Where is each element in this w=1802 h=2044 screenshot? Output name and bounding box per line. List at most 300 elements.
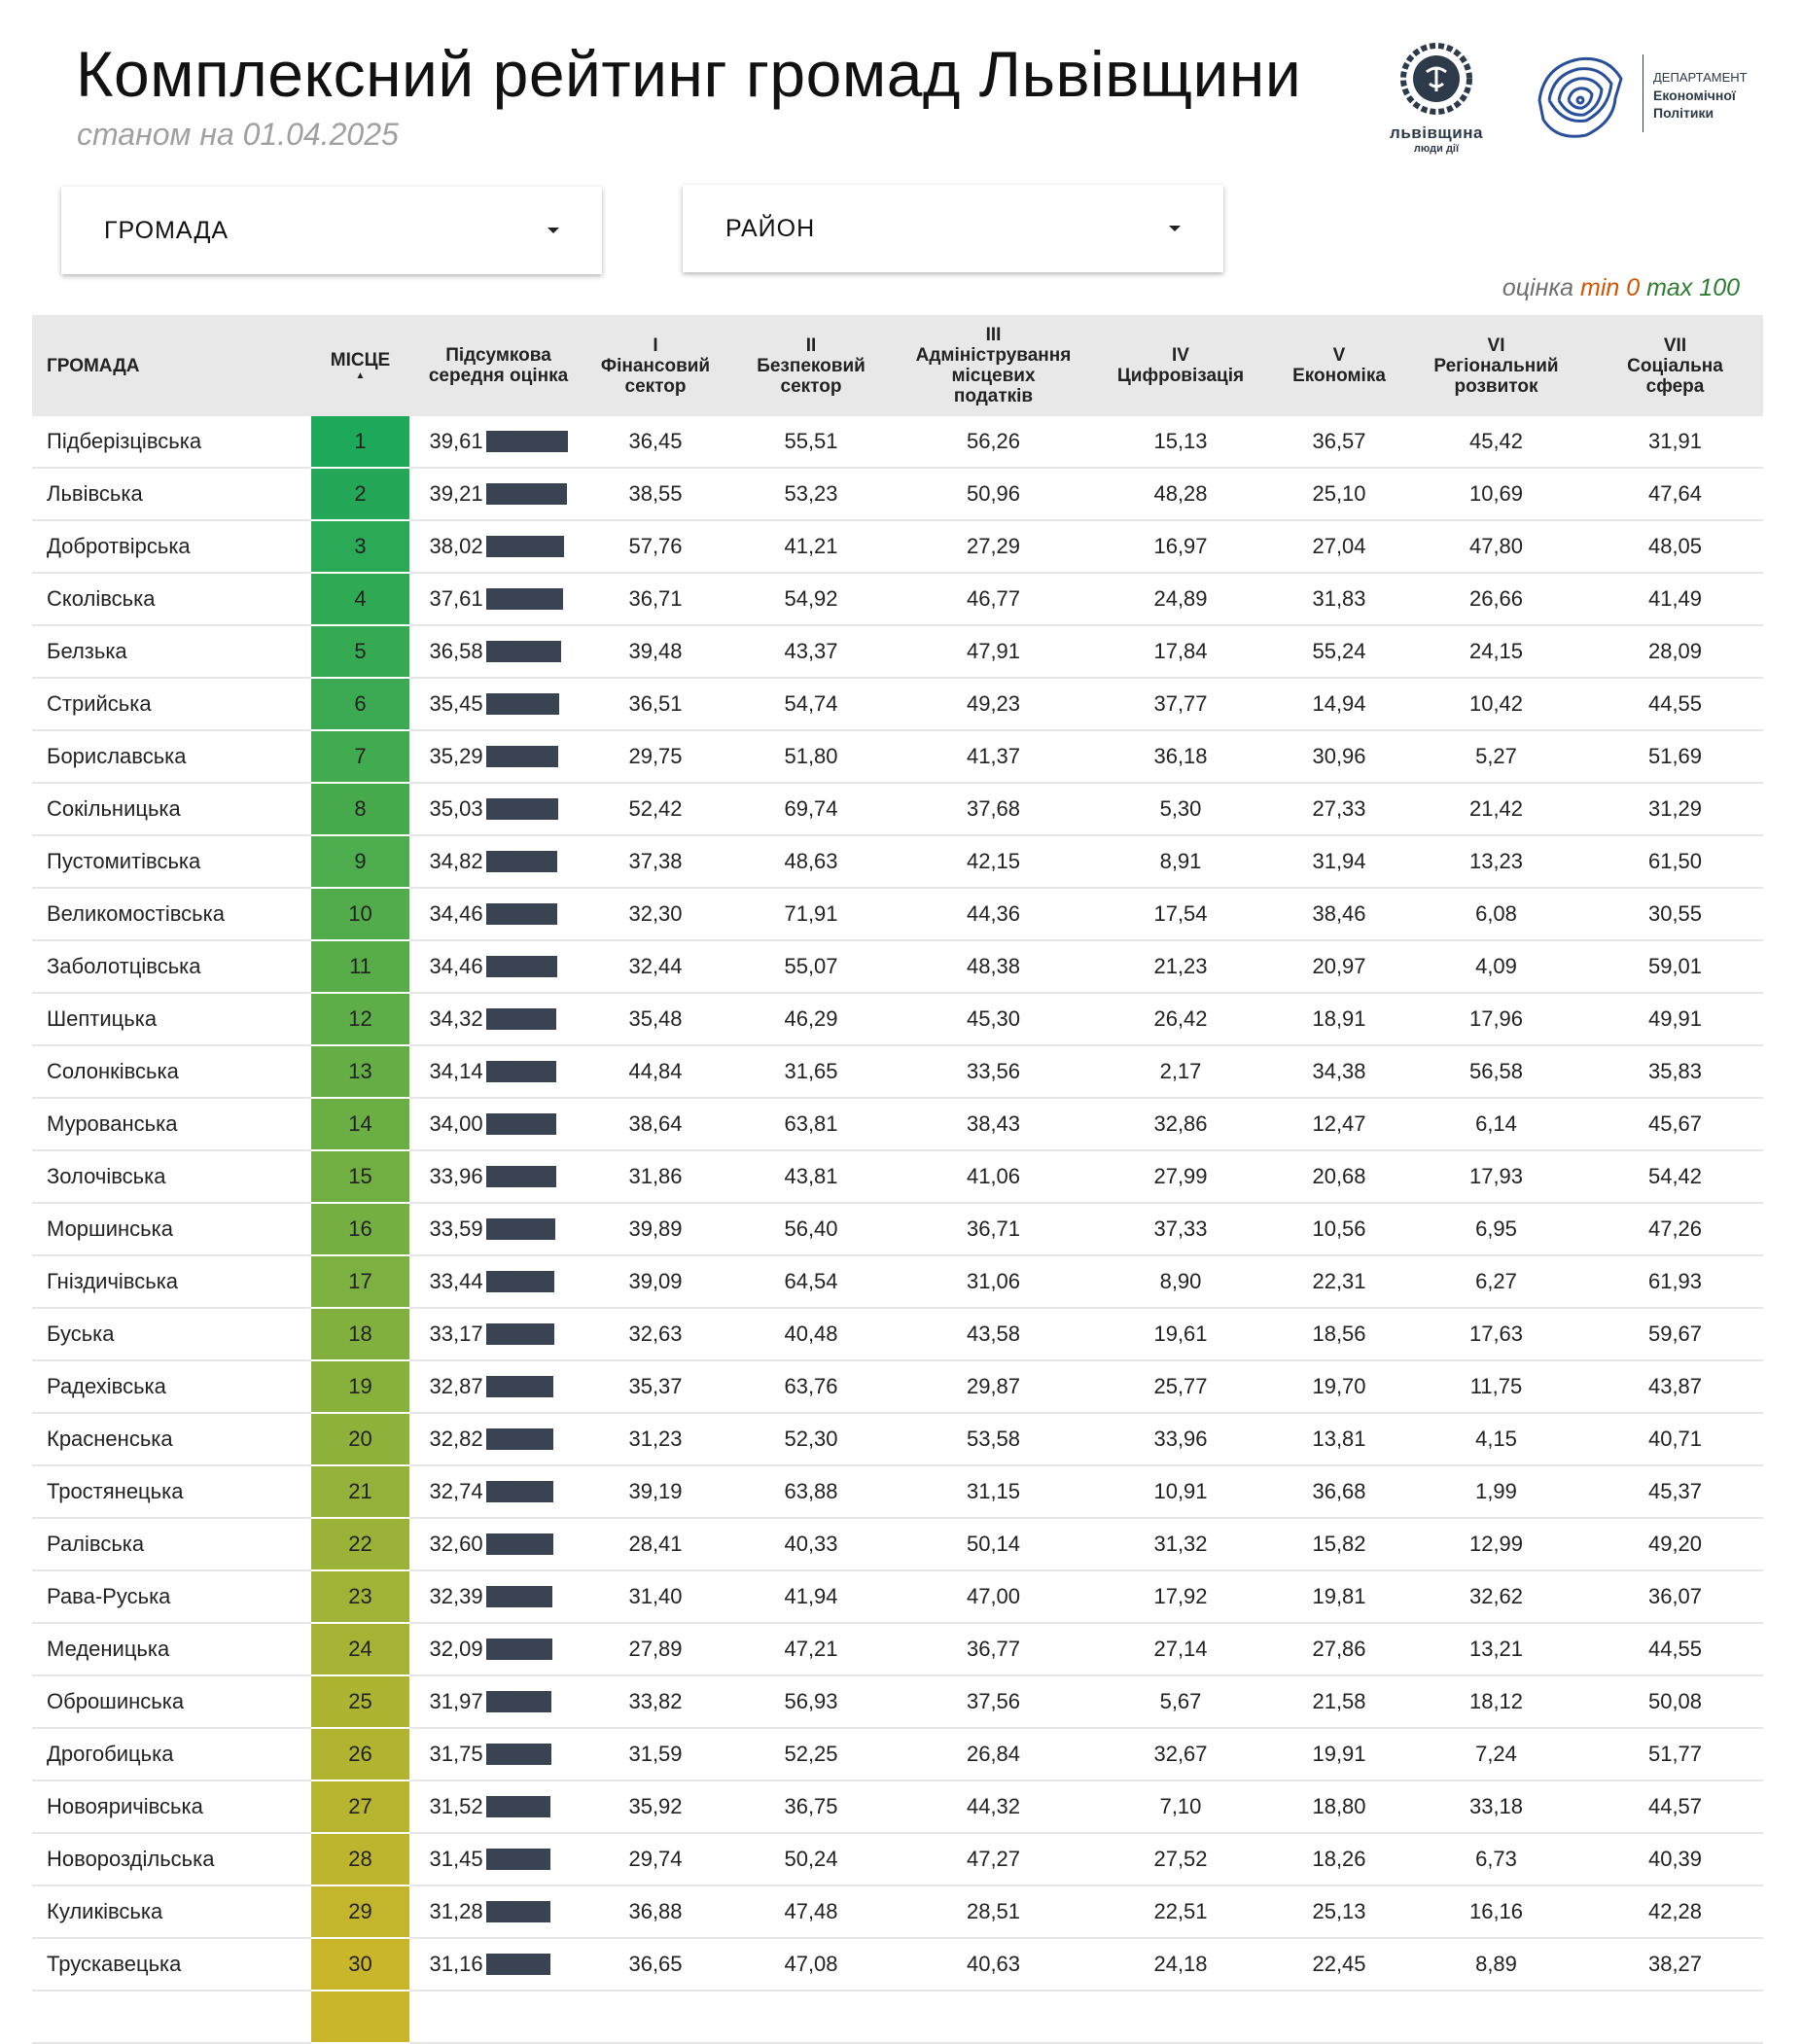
cell-final-score [409, 1675, 587, 1728]
cell-final-score [409, 678, 587, 730]
score-with-bar [409, 586, 587, 612]
cell-place: 26 [311, 1728, 409, 1780]
cell-tax-admin: 41,06 [899, 1150, 1088, 1203]
cell-final-score [409, 1098, 587, 1150]
cell-hromada-name: Добротвірська [32, 520, 311, 573]
cell-financial: 32,30 [587, 888, 724, 940]
cell-place: 11 [311, 940, 409, 993]
cell-security: 48,63 [724, 835, 899, 888]
header-c7-l3: сфера [1645, 375, 1705, 397]
table-row[interactable] [32, 1938, 1763, 1991]
cell-digitalization: 31,32 [1088, 1518, 1273, 1570]
cell-economy: 15,82 [1273, 1518, 1405, 1570]
cell-security: 56,93 [724, 1675, 899, 1728]
cell-hromada-name [32, 1991, 311, 2043]
header-name-text: ГРОМАДА [47, 355, 140, 376]
table-row[interactable] [32, 1885, 1763, 1938]
cell-digitalization: 27,99 [1088, 1150, 1273, 1203]
cell-regional: 47,80 [1405, 520, 1587, 573]
cell-place: 8 [311, 783, 409, 835]
score-value: 32,60 [429, 1532, 483, 1556]
cell-regional: 13,21 [1405, 1623, 1587, 1675]
table-row[interactable] [32, 1098, 1763, 1150]
cell-place: 29 [311, 1885, 409, 1938]
score-value: 31,75 [429, 1742, 483, 1766]
lvivshchyna-wordmark: львівщина [1390, 123, 1483, 142]
cell-tax-admin: 37,56 [899, 1675, 1088, 1728]
cell-financial: 39,09 [587, 1255, 724, 1308]
hromada-filter-dropdown[interactable] [61, 187, 602, 274]
cell-social: 31,91 [1587, 416, 1763, 468]
score-value: 34,00 [429, 1111, 483, 1136]
cell-tax-admin: 31,06 [899, 1255, 1088, 1308]
score-value: 36,58 [429, 639, 483, 663]
cell-hromada-name: Тростянецька [32, 1465, 311, 1518]
cell-place: 3 [311, 520, 409, 573]
cell-tax-admin: 40,63 [899, 1938, 1088, 1991]
table-row[interactable] [32, 835, 1763, 888]
header-c7-l2: Соціальна [1627, 355, 1723, 376]
cell-final-score [409, 1780, 587, 1833]
table-row[interactable] [32, 416, 1763, 468]
cell-social: 44,55 [1587, 678, 1763, 730]
score-with-bar [409, 1111, 587, 1137]
cell-economy: 18,26 [1273, 1833, 1405, 1885]
cell-security: 47,21 [724, 1623, 899, 1675]
cell-financial: 31,59 [587, 1728, 724, 1780]
cell-digitalization: 17,84 [1088, 625, 1273, 678]
department-name [1653, 68, 1748, 122]
cell-final-score [409, 1885, 587, 1938]
score-with-bar [409, 1637, 587, 1662]
cell-hromada-name: Белзька [32, 625, 311, 678]
table-row[interactable] [32, 888, 1763, 940]
cell-tax-admin: 42,15 [899, 835, 1088, 888]
cell-financial: 29,74 [587, 1833, 724, 1885]
cell-security: 43,81 [724, 1150, 899, 1203]
cell-economy: 10,56 [1273, 1203, 1405, 1255]
score-with-bar [409, 849, 587, 874]
cell-digitalization: 5,67 [1088, 1675, 1273, 1728]
cell-financial: 36,51 [587, 678, 724, 730]
score-bar-track [486, 1061, 568, 1082]
cell-tax-admin: 36,77 [899, 1623, 1088, 1675]
score-bar-track [486, 1691, 568, 1712]
score-bar-track [486, 588, 568, 610]
table-row[interactable] [32, 1255, 1763, 1308]
cell-digitalization: 10,91 [1088, 1465, 1273, 1518]
cell-regional: 33,18 [1405, 1780, 1587, 1833]
cell-hromada-name: Сколівська [32, 573, 311, 625]
cell-tax-admin: 50,96 [899, 468, 1088, 520]
cell-tax-admin: 41,37 [899, 730, 1088, 783]
cell-economy: 12,47 [1273, 1098, 1405, 1150]
column-header-financial[interactable] [587, 315, 724, 416]
score-with-bar [409, 481, 587, 507]
score-value: 35,29 [429, 744, 483, 768]
cell-hromada-name: Шептицька [32, 993, 311, 1045]
cell-final-score [409, 573, 587, 625]
cell-final-score [409, 1308, 587, 1360]
score-bar [486, 536, 565, 557]
score-bar-track [486, 1218, 568, 1240]
table-row[interactable] [32, 678, 1763, 730]
cell-social: 48,05 [1587, 520, 1763, 573]
cell-security: 56,40 [724, 1203, 899, 1255]
score-with-bar [409, 534, 587, 559]
table-row[interactable] [32, 1780, 1763, 1833]
column-header-name[interactable] [32, 315, 311, 416]
cell-hromada-name: Дрогобицька [32, 1728, 311, 1780]
cell-final-score [409, 625, 587, 678]
cell-economy: 27,04 [1273, 520, 1405, 573]
chevron-down-icon [548, 228, 559, 233]
legend-min: min 0 [1580, 274, 1641, 301]
table-row[interactable] [32, 940, 1763, 993]
cell-social: 44,57 [1587, 1780, 1763, 1833]
cell-financial: 27,89 [587, 1623, 724, 1675]
score-bar [486, 1954, 550, 1975]
cell-economy: 34,38 [1273, 1045, 1405, 1098]
cell-social: 28,09 [1587, 625, 1763, 678]
cell-place: 27 [311, 1780, 409, 1833]
cell-hromada-name: Пустомитівська [32, 835, 311, 888]
cell-digitalization: 32,67 [1088, 1728, 1273, 1780]
raion-filter-dropdown[interactable] [683, 185, 1223, 272]
cell-hromada-name: Ралівська [32, 1518, 311, 1570]
cell-regional: 17,93 [1405, 1150, 1587, 1203]
score-bar-track [486, 1428, 568, 1450]
cell-security: 43,37 [724, 625, 899, 678]
column-header-regional[interactable] [1405, 315, 1587, 416]
cell-financial: 37,38 [587, 835, 724, 888]
cell-financial: 28,41 [587, 1518, 724, 1570]
table-row[interactable] [32, 730, 1763, 783]
score-legend [1502, 274, 1740, 302]
score-with-bar [409, 1584, 587, 1609]
header-score-l1: Підсумкова [445, 345, 551, 366]
cell-financial [587, 1991, 724, 2043]
table-row[interactable] [32, 1150, 1763, 1203]
cell-security: 52,25 [724, 1728, 899, 1780]
sort-ascending-icon[interactable]: ▲ [355, 370, 366, 381]
score-bar-track [486, 1323, 568, 1345]
cell-security: 52,30 [724, 1413, 899, 1465]
column-header-social[interactable] [1587, 315, 1763, 416]
cell-place: 15 [311, 1150, 409, 1203]
cell-economy: 13,81 [1273, 1413, 1405, 1465]
cell-social: 49,20 [1587, 1518, 1763, 1570]
cell-place: 24 [311, 1623, 409, 1675]
score-bar [486, 1218, 555, 1240]
cell-tax-admin: 56,26 [899, 416, 1088, 468]
cell-place: 16 [311, 1203, 409, 1255]
column-header-tax-admin[interactable] [899, 315, 1088, 416]
cell-place: 2 [311, 468, 409, 520]
cell-economy: 22,45 [1273, 1938, 1405, 1991]
score-bar [486, 746, 559, 767]
table-row[interactable] [32, 783, 1763, 835]
cell-final-score [409, 1413, 587, 1465]
header-c3-l2: Адміністрування [915, 345, 1072, 366]
cell-financial: 35,48 [587, 993, 724, 1045]
score-bar-track [486, 536, 568, 557]
cell-financial: 36,65 [587, 1938, 724, 1991]
cell-security: 54,74 [724, 678, 899, 730]
table-row[interactable] [32, 1991, 1763, 2043]
score-with-bar [409, 744, 587, 769]
cell-regional: 56,58 [1405, 1045, 1587, 1098]
cell-regional: 26,66 [1405, 573, 1587, 625]
score-bar [486, 1481, 553, 1502]
header-c3-l1: III [985, 325, 1002, 345]
column-header-security[interactable] [724, 315, 899, 416]
score-bar-track [486, 1744, 568, 1765]
table-row[interactable] [32, 468, 1763, 520]
cell-financial: 36,88 [587, 1885, 724, 1938]
score-value: 33,96 [429, 1164, 483, 1188]
cell-security: 36,75 [724, 1780, 899, 1833]
cell-hromada-name: Моршинська [32, 1203, 311, 1255]
table-row[interactable] [32, 1728, 1763, 1780]
cell-final-score [409, 1360, 587, 1413]
cell-place: 28 [311, 1833, 409, 1885]
header-c2-l1: II [805, 335, 817, 356]
score-bar-track [486, 1586, 568, 1607]
score-value: 33,44 [429, 1269, 483, 1293]
cell-tax-admin: 47,91 [899, 625, 1088, 678]
cell-security: 47,08 [724, 1938, 899, 1991]
score-with-bar [409, 1269, 587, 1294]
header-c5-l1: V [1332, 345, 1346, 366]
cell-hromada-name: Трускавецька [32, 1938, 311, 1991]
cell-hromada-name: Заболотцівська [32, 940, 311, 993]
cell-regional: 4,15 [1405, 1413, 1587, 1465]
cell-final-score [409, 1623, 587, 1675]
cell-tax-admin: 43,58 [899, 1308, 1088, 1360]
cell-digitalization: 36,18 [1088, 730, 1273, 783]
cell-place: 18 [311, 1308, 409, 1360]
cell-hromada-name: Меденицька [32, 1623, 311, 1675]
score-bar [486, 1271, 555, 1292]
cell-social: 40,39 [1587, 1833, 1763, 1885]
cell-social: 54,42 [1587, 1150, 1763, 1203]
score-bar-track [486, 431, 568, 452]
cell-social: 61,50 [1587, 835, 1763, 888]
cell-place: 30 [311, 1938, 409, 1991]
score-with-bar [409, 1847, 587, 1872]
score-value: 35,45 [429, 691, 483, 716]
score-with-bar [409, 954, 587, 979]
cell-regional: 24,15 [1405, 625, 1587, 678]
score-value: 31,16 [429, 1952, 483, 1976]
table-row[interactable] [32, 625, 1763, 678]
header-c5-l2: Економіка [1292, 366, 1386, 386]
legend-max: max 100 [1646, 274, 1740, 301]
cell-final-score [409, 1518, 587, 1570]
cell-economy: 20,68 [1273, 1150, 1405, 1203]
table-row[interactable] [32, 1203, 1763, 1255]
cell-financial: 52,42 [587, 783, 724, 835]
column-header-digitalization[interactable] [1088, 315, 1273, 416]
cell-economy [1273, 1991, 1405, 2043]
cell-final-score [409, 1833, 587, 1885]
score-bar-track [486, 483, 568, 505]
chevron-down-icon [1169, 226, 1181, 231]
cell-economy: 14,94 [1273, 678, 1405, 730]
cell-hromada-name: Куликівська [32, 1885, 311, 1938]
score-value: 34,32 [429, 1006, 483, 1031]
cell-security: 54,92 [724, 573, 899, 625]
cell-social: 40,71 [1587, 1413, 1763, 1465]
cell-place: 23 [311, 1570, 409, 1623]
score-bar-track [486, 1481, 568, 1502]
cell-regional: 45,42 [1405, 416, 1587, 468]
cell-final-score [409, 1465, 587, 1518]
cell-hromada-name: Підберізцівська [32, 416, 311, 468]
score-bar-track [486, 956, 568, 977]
cell-place: 12 [311, 993, 409, 1045]
cell-financial: 35,37 [587, 1360, 724, 1413]
cell-tax-admin: 53,58 [899, 1413, 1088, 1465]
cell-financial: 32,63 [587, 1308, 724, 1360]
cell-regional: 17,63 [1405, 1308, 1587, 1360]
cell-security: 69,74 [724, 783, 899, 835]
score-value: 31,28 [429, 1899, 483, 1923]
cell-financial: 33,82 [587, 1675, 724, 1728]
cell-security: 55,51 [724, 416, 899, 468]
score-bar-track [486, 903, 568, 925]
cell-economy: 18,56 [1273, 1308, 1405, 1360]
cell-economy: 21,58 [1273, 1675, 1405, 1728]
score-bar-track [486, 1639, 568, 1660]
cell-regional: 10,69 [1405, 468, 1587, 520]
column-header-place[interactable] [311, 315, 409, 416]
header-c7-l1: VII [1663, 335, 1687, 356]
score-with-bar [409, 796, 587, 822]
table-row[interactable] [32, 1360, 1763, 1413]
cell-social [1587, 1991, 1763, 2043]
cell-social: 45,37 [1587, 1465, 1763, 1518]
page-subtitle-date: станом на 01.04.2025 [77, 117, 399, 152]
cell-final-score [409, 1991, 587, 2043]
score-bar [486, 1376, 554, 1397]
header-c6-l2: Регіональний [1433, 355, 1559, 376]
score-value: 37,61 [429, 586, 483, 611]
cell-digitalization: 25,77 [1088, 1360, 1273, 1413]
header-c4-l1: IV [1172, 345, 1189, 366]
score-with-bar [409, 1899, 587, 1924]
cell-security: 53,23 [724, 468, 899, 520]
table-row[interactable] [32, 1675, 1763, 1728]
cell-tax-admin: 33,56 [899, 1045, 1088, 1098]
column-header-score[interactable] [409, 315, 587, 416]
cell-financial: 35,92 [587, 1780, 724, 1833]
cell-tax-admin: 27,29 [899, 520, 1088, 573]
cell-tax-admin: 28,51 [899, 1885, 1088, 1938]
cell-place: 13 [311, 1045, 409, 1098]
cell-economy: 27,33 [1273, 783, 1405, 835]
cell-security: 55,07 [724, 940, 899, 993]
cell-social: 38,27 [1587, 1938, 1763, 1991]
header-c3-l3: місцевих [951, 366, 1036, 386]
cell-final-score [409, 416, 587, 468]
cell-hromada-name: Радехівська [32, 1360, 311, 1413]
cell-social: 51,69 [1587, 730, 1763, 783]
cell-regional: 6,08 [1405, 888, 1587, 940]
table-row[interactable] [32, 1623, 1763, 1675]
score-value: 32,82 [429, 1427, 483, 1451]
cell-social: 31,29 [1587, 783, 1763, 835]
column-header-economy[interactable] [1273, 315, 1405, 416]
cell-economy: 22,31 [1273, 1255, 1405, 1308]
cell-digitalization: 16,97 [1088, 520, 1273, 573]
cell-digitalization: 24,18 [1088, 1938, 1273, 1991]
department-line-2: Економічної [1653, 88, 1736, 103]
cell-social: 47,64 [1587, 468, 1763, 520]
cell-social: 35,83 [1587, 1045, 1763, 1098]
cell-regional: 4,09 [1405, 940, 1587, 993]
table-row[interactable] [32, 1045, 1763, 1098]
score-bar-track [486, 1376, 568, 1397]
cell-tax-admin: 38,43 [899, 1098, 1088, 1150]
header-c1-l1: I [653, 335, 658, 356]
cell-digitalization [1088, 1991, 1273, 2043]
table-row[interactable] [32, 573, 1763, 625]
cell-digitalization: 8,91 [1088, 835, 1273, 888]
score-bar [486, 1061, 556, 1082]
cell-social: 51,77 [1587, 1728, 1763, 1780]
score-bar [486, 1008, 557, 1030]
cell-tax-admin: 47,27 [899, 1833, 1088, 1885]
table-row[interactable] [32, 1833, 1763, 1885]
cell-place: 20 [311, 1413, 409, 1465]
score-value: 33,59 [429, 1216, 483, 1241]
cell-digitalization: 15,13 [1088, 416, 1273, 468]
cell-financial: 57,76 [587, 520, 724, 573]
table-row[interactable] [32, 520, 1763, 573]
table-row[interactable] [32, 1570, 1763, 1623]
cell-social: 44,55 [1587, 1623, 1763, 1675]
table-row[interactable] [32, 993, 1763, 1045]
score-bar [486, 1533, 553, 1555]
cell-economy: 38,46 [1273, 888, 1405, 940]
score-value: 34,46 [429, 901, 483, 926]
cell-final-score [409, 1150, 587, 1203]
score-bar [486, 431, 568, 452]
cell-regional: 8,89 [1405, 1938, 1587, 1991]
table-row[interactable] [32, 1413, 1763, 1465]
table-row[interactable] [32, 1518, 1763, 1570]
header-c1-l2: Фінансовий [600, 355, 711, 376]
cell-security: 50,24 [724, 1833, 899, 1885]
cell-digitalization: 19,61 [1088, 1308, 1273, 1360]
score-bar-track [486, 1849, 568, 1870]
score-bar [486, 483, 567, 505]
table-row[interactable] [32, 1465, 1763, 1518]
cell-digitalization: 22,51 [1088, 1885, 1273, 1938]
table-row[interactable] [32, 1308, 1763, 1360]
cell-security: 63,88 [724, 1465, 899, 1518]
cell-security: 41,21 [724, 520, 899, 573]
cell-final-score [409, 730, 587, 783]
cell-place: 6 [311, 678, 409, 730]
score-bar [486, 1691, 552, 1712]
cell-final-score [409, 1203, 587, 1255]
hromada-filter-label: ГРОМАДА [104, 216, 230, 244]
cell-tax-admin [899, 1991, 1088, 2043]
cell-final-score [409, 1938, 587, 1991]
